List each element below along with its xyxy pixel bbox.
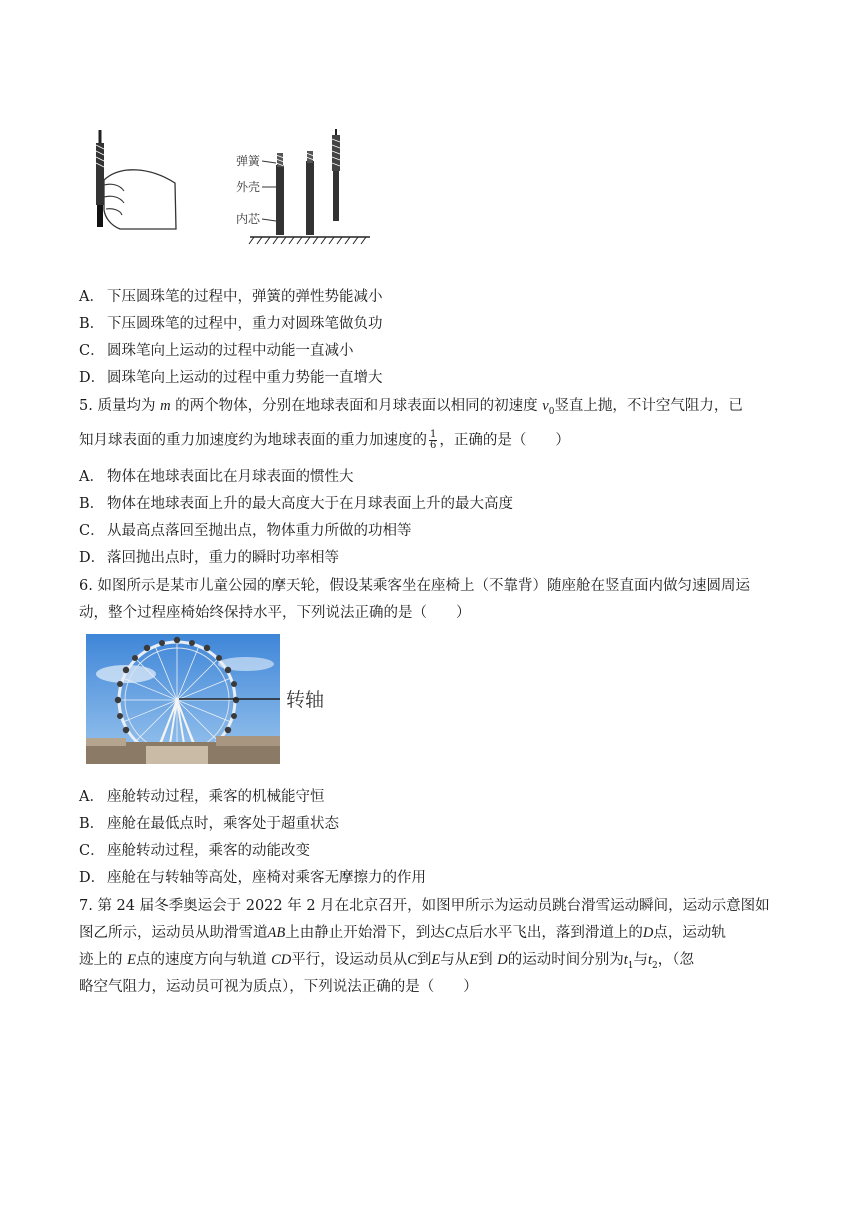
q5-option-a: A． 物体在地球表面比在月球表面的惯性大	[79, 469, 354, 485]
label-axle: 转轴	[286, 689, 325, 711]
fraction-one-sixth: $\frac{1}{6}$	[430, 429, 437, 451]
ferris-wheel-photo	[86, 634, 336, 764]
q6-option-b: B． 座舱在最低点时，乘客处于超重状态	[79, 816, 339, 832]
q4-option-b: B． 下压圆珠笔的过程中，重力对圆珠笔做负功	[79, 316, 383, 332]
hand-pen-drawing	[96, 130, 176, 229]
q4-option-a: A． 下压圆珠笔的过程中，弹簧的弹性势能减小	[79, 289, 383, 305]
q6-option-c: C． 座舱转动过程，乘客的动能改变	[79, 843, 310, 859]
q4-option-d: D． 圆珠笔向上运动的过程中重力势能一直增大	[79, 370, 383, 386]
q7-stem-line3: 迹上的 E点的速度方向与轨道 CD平行，设运动员从C到E与从E到 D的运动时间分别为$t_1$与$t_2$，（忽	[79, 952, 694, 971]
label-shell: 外壳	[236, 180, 261, 194]
q6-stem-line2: 动，整个过程座椅始终保持水平，下列说法正确的是（ ）	[79, 605, 471, 621]
q5-stem-line2: 知月球表面的重力加速度约为地球表面的重力加速度的 $\frac{1}{6}$ ，正确的是（ ）	[79, 429, 570, 451]
q6-option-a: A． 座舱转动过程，乘客的机械能守恒	[79, 789, 325, 805]
q7-stem-line4: 略空气阻力，运动员可视为质点），下列说法正确的是（ ）	[79, 979, 478, 995]
q5-option-c: C． 从最高点落回至抛出点，物体重力所做的功相等	[79, 523, 412, 539]
label-core: 内芯	[236, 212, 261, 226]
q6-stem-line1: 6. 如图所示是某市儿童公园的摩天轮，假设某乘客坐在座椅上（不靠背）随座舱在竖直面内做匀速圆周运	[79, 578, 750, 594]
q7-stem-line2: 图乙所示，运动员从助滑雪道AB上由静止开始滑下，到达C点后水平飞出，落到滑道上的D点，运动轨	[79, 925, 726, 941]
q5-stem-line1: 5. 质量均为 m 的两个物体，分别在地球表面和月球表面以相同的初速度 $v_0$竖直上抛，不计空气阻力，已	[79, 398, 743, 417]
q6-option-d: D． 座舱在与转轴等高处，座椅对乘客无摩擦力的作用	[79, 870, 426, 886]
label-spring: 弹簧	[236, 154, 261, 168]
standing-pens-drawing	[276, 129, 340, 235]
q7-stem-line1: 7. 第 24 届冬季奥运会于 2022 年 2 月在北京召开，如图甲所示为运动员跳台滑雪运动瞬间，运动示意图如	[79, 898, 770, 914]
q5-option-d: D． 落回抛出点时，重力的瞬时功率相等	[79, 550, 339, 566]
q5-option-b: B． 物体在地球表面上升的最大高度大于在月球表面上升的最大高度	[79, 496, 513, 512]
pen-figure	[80, 125, 380, 250]
q4-option-c: C． 圆珠笔向上运动的过程中动能一直减小	[79, 343, 354, 359]
